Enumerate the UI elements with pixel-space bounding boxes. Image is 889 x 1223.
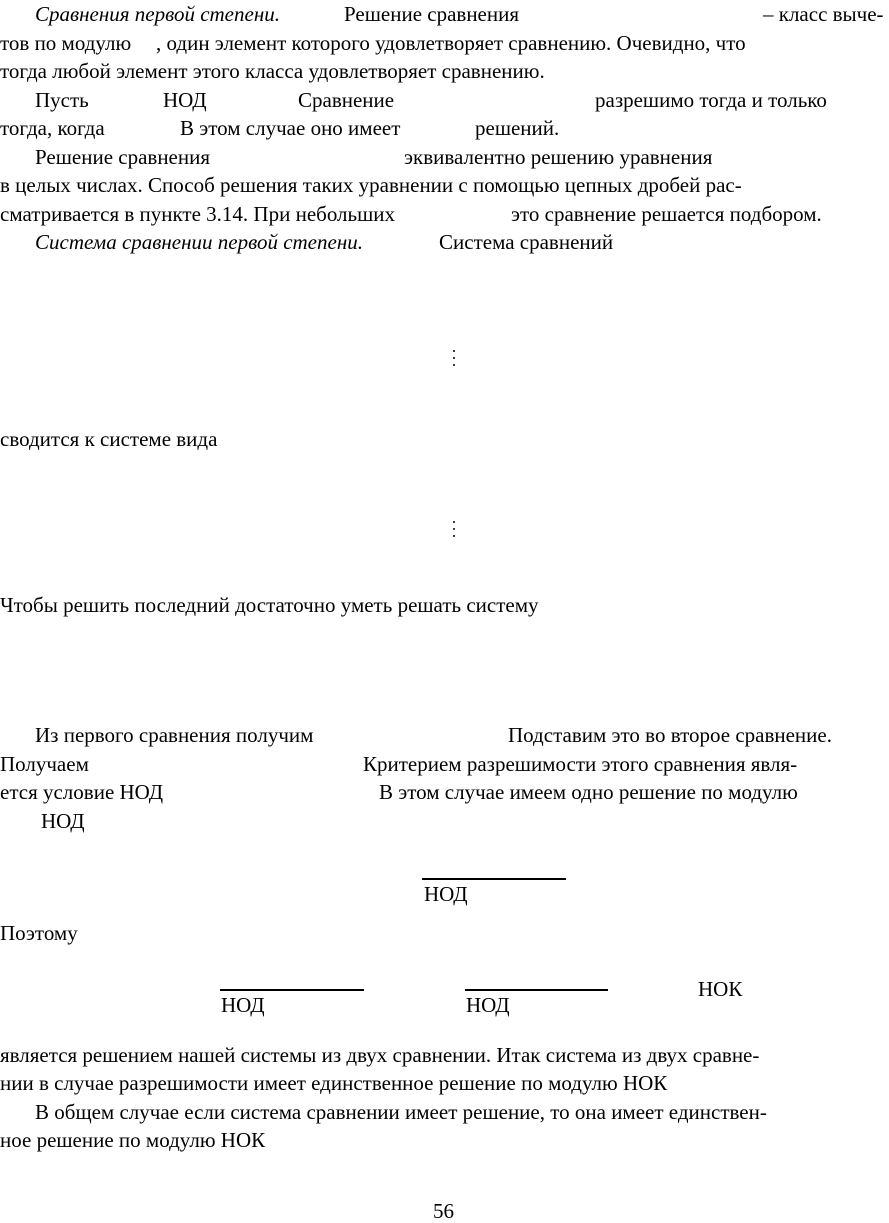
text-line: В общем случае если система сравнении имеет решение, то она имеет единствен- xyxy=(35,1100,767,1124)
text-line: в целых числах. Способ решения таких уравнении с помощью цепных дробей рас- xyxy=(0,173,742,197)
formula-text: НОД xyxy=(466,993,510,1017)
overline xyxy=(465,989,608,991)
text-line: НОД xyxy=(163,88,207,112)
text-line: , один элемент которого удовлетворяет сравнению. Очевидно, что xyxy=(156,31,746,55)
text-line: разрешимо тогда и только xyxy=(595,88,827,112)
text-line: Из первого сравнения получим xyxy=(35,723,314,747)
text-line: ное решение по модулю НОК xyxy=(0,1128,266,1152)
text-line: эквивалентно решению уравнения xyxy=(404,145,713,169)
text-line: тогда любой элемент этого класса удовлетворяет сравнению. xyxy=(0,59,545,83)
text-line: Критерием разрешимости этого сравнения явля- xyxy=(363,752,798,776)
text-line: Подставим это во второе сравнение. xyxy=(508,723,832,747)
formula-text: НОК xyxy=(698,977,743,1001)
text-line: сматривается в пункте 3.14. При небольших xyxy=(0,202,396,226)
overline xyxy=(220,989,364,991)
formula-text: НОД xyxy=(221,993,265,1017)
text-line: это сравнение решается подбором. xyxy=(511,202,822,226)
text-line: Чтобы решить последний достаточно уметь решать систему xyxy=(0,593,539,617)
vertical-ellipsis xyxy=(453,521,457,542)
vertical-ellipsis xyxy=(453,350,457,371)
text-line: НОД xyxy=(41,809,85,833)
paragraph-heading: Система сравнении первой степени. xyxy=(35,230,363,254)
text-line: является решением нашей системы из двух сравнении. Итак система из двух сравне- xyxy=(0,1043,760,1067)
text-line: сводится к системе вида xyxy=(0,427,218,451)
text-line: ется условие НОД xyxy=(0,780,164,804)
text-line: тов по модулю xyxy=(0,31,132,55)
text-line: В этом случае имеем одно решение по модулю xyxy=(379,780,798,804)
text-line: Поэтому xyxy=(0,921,78,945)
text-line: решений. xyxy=(475,116,560,140)
overline xyxy=(422,878,566,880)
text-line: В этом случае оно имеет xyxy=(180,116,401,140)
paragraph-heading: Сравнения первой степени. xyxy=(35,2,280,26)
text-line: Система сравнений xyxy=(439,230,614,254)
text-line: нии в случае разрешимости имеет единственное решение по модулю НОК xyxy=(0,1071,668,1095)
text-line: Получаем xyxy=(0,752,89,776)
page-number: 56 xyxy=(433,1199,454,1223)
formula-text: НОД xyxy=(424,882,468,906)
text-line: Пусть xyxy=(35,88,89,112)
text-line: Решение сравнения xyxy=(35,145,211,169)
text-line: – класс выче- xyxy=(763,2,884,26)
text-line: Решение сравнения xyxy=(344,2,520,26)
text-line: Сравнение xyxy=(298,88,395,112)
text-line: тогда, когда xyxy=(0,116,105,140)
